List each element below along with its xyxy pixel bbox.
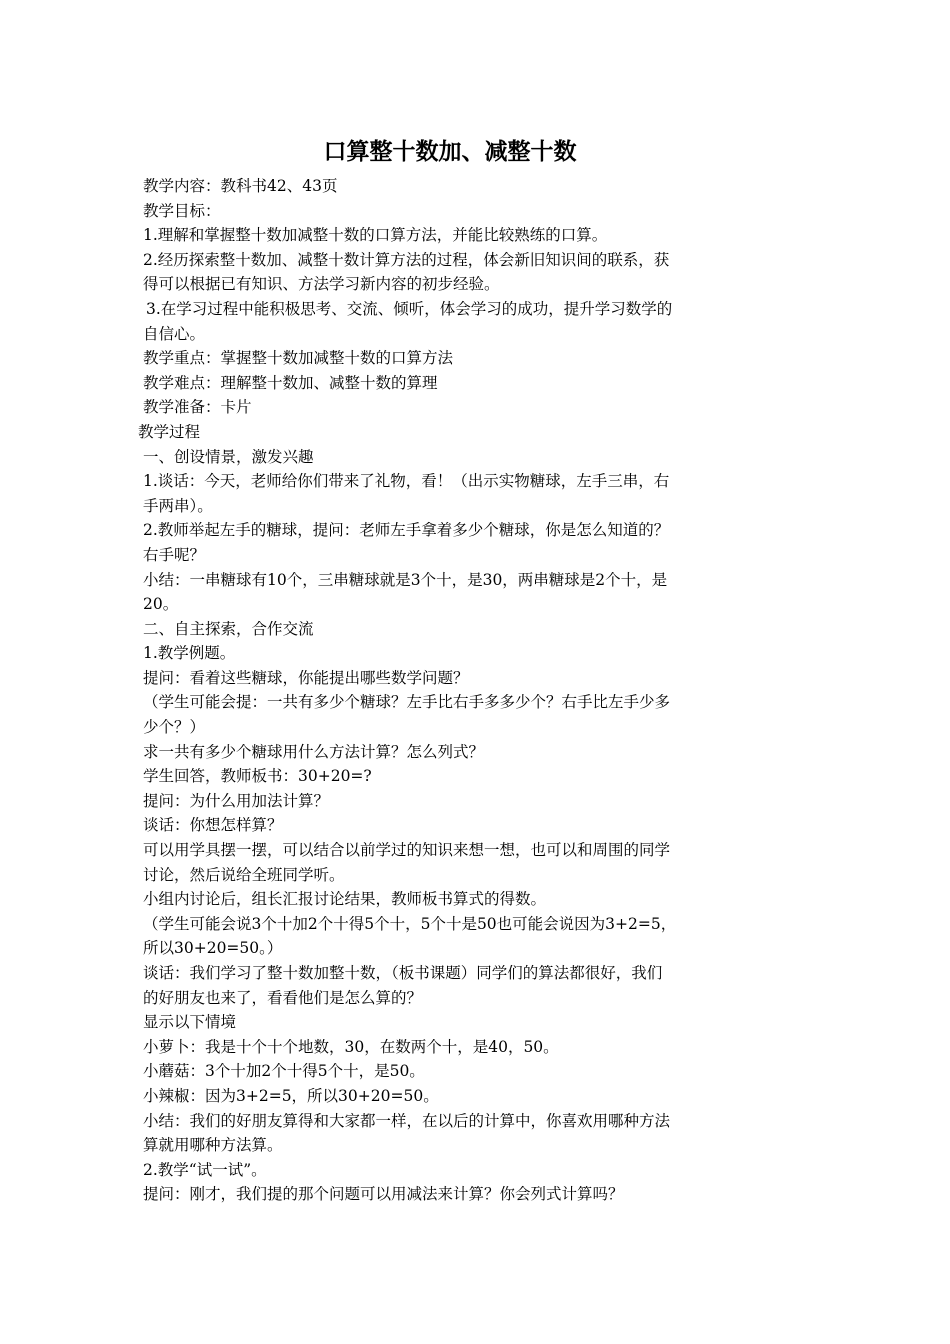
text-line: 算就用哪种方法算。 bbox=[143, 1136, 283, 1155]
text-line: 右手呢？ bbox=[143, 545, 206, 564]
text-line: 20。 bbox=[143, 595, 179, 614]
text-line: 1.教学例题。 bbox=[143, 644, 236, 663]
text-line: 讨论，然后说给全班同学听。 bbox=[143, 865, 345, 884]
text-line: 教学目标： bbox=[143, 201, 221, 220]
text-line: 提问：为什么用加法计算？ bbox=[143, 791, 330, 810]
text-line: 小辣椒：因为3+2=5，所以30+20=50。 bbox=[143, 1086, 439, 1105]
text-line: 的好朋友也来了，看看他们是怎么算的？ bbox=[143, 988, 423, 1007]
text-line: 小结：我们的好朋友算得和大家都一样，在以后的计算中，你喜欢用哪种方法 bbox=[143, 1111, 671, 1130]
text-line: 2.教学“试一试”。 bbox=[143, 1160, 267, 1179]
text-line: 少个？） bbox=[143, 718, 206, 737]
text-line: 提问：刚才，我们提的那个问题可以用减法来计算？你会列式计算吗？ bbox=[143, 1185, 624, 1204]
text-line: 手两串）。 bbox=[143, 496, 213, 515]
text-line: 求一共有多少个糖球用什么方法计算？怎么列式？ bbox=[143, 742, 485, 761]
text-line: 教学重点：掌握整十数加减整十数的口算方法 bbox=[143, 349, 454, 368]
text-line: 可以用学具摆一摆，可以结合以前学过的知识来想一想，也可以和周围的同学 bbox=[143, 841, 671, 860]
text-line: （学生可能会说3个十加2个十得5个十，5个十是50也可能会说因为3+2=5， bbox=[143, 914, 677, 933]
text-line: 小组内讨论后，组长汇报讨论结果，教师板书算式的得数。 bbox=[143, 890, 547, 909]
text-line: 教学内容：教科书42、43页 bbox=[143, 177, 338, 195]
text-line: 谈话：我们学习了整十数加整十数，（板书课题）同学们的算法都很好，我们 bbox=[143, 964, 663, 982]
text-line: 2.经历探索整十数加、减整十数计算方法的过程，体会新旧知识间的联系，获 bbox=[143, 250, 670, 269]
text-line: 1.谈话：今天，老师给你们带来了礼物，看！（出示实物糖球，左手三串，右 bbox=[143, 472, 670, 491]
document-body bbox=[138, 174, 813, 1207]
document-title: 口算整十数加、减整十数 bbox=[323, 139, 577, 165]
text-line: 教学准备：卡片 bbox=[143, 398, 252, 417]
text-line: （学生可能会提：一共有多少个糖球？左手比右手多多少个？右手比左手少多 bbox=[143, 693, 671, 712]
text-line: 小萝卜：我是十个十个地数，30，在数两个十，是40，50。 bbox=[143, 1037, 559, 1056]
text-line: 小蘑菇：3个十加2个十得5个十，是50。 bbox=[143, 1062, 425, 1081]
text-line: 1.理解和掌握整十数加减整十数的口算方法，并能比较熟练的口算。 bbox=[143, 226, 608, 245]
text-line: 显示以下情境 bbox=[143, 1013, 237, 1032]
text-line: 提问：看着这些糖球，你能提出哪些数学问题？ bbox=[143, 668, 469, 687]
section-heading: 二、自主探索，合作交流 bbox=[143, 619, 314, 638]
text-line: 3.在学习过程中能积极思考、交流、倾听，体会学习的成功，提升学习数学的 bbox=[146, 299, 673, 318]
section-heading: 教学过程 bbox=[138, 422, 201, 441]
text-line: 教学难点：理解整十数加、减整十数的算理 bbox=[143, 373, 438, 392]
text-line: 学生回答，教师板书：30+20=? bbox=[143, 767, 372, 786]
text-line: 2.教师举起左手的糖球，提问：老师左手拿着多少个糖球，你是怎么知道的？ bbox=[143, 521, 670, 540]
text-line: 得可以根据已有知识、方法学习新内容的初步经验。 bbox=[143, 275, 500, 294]
text-line: 自信心。 bbox=[143, 324, 206, 343]
section-heading: 一、创设情景，激发兴趣 bbox=[143, 447, 314, 466]
text-line: 所以30+20=50。） bbox=[143, 939, 283, 958]
text-line: 小结：一串糖球有10个，三串糖球就是3个十，是30，两串糖球是2个十，是 bbox=[143, 570, 668, 589]
text-line: 谈话：你想怎样算？ bbox=[143, 816, 283, 835]
